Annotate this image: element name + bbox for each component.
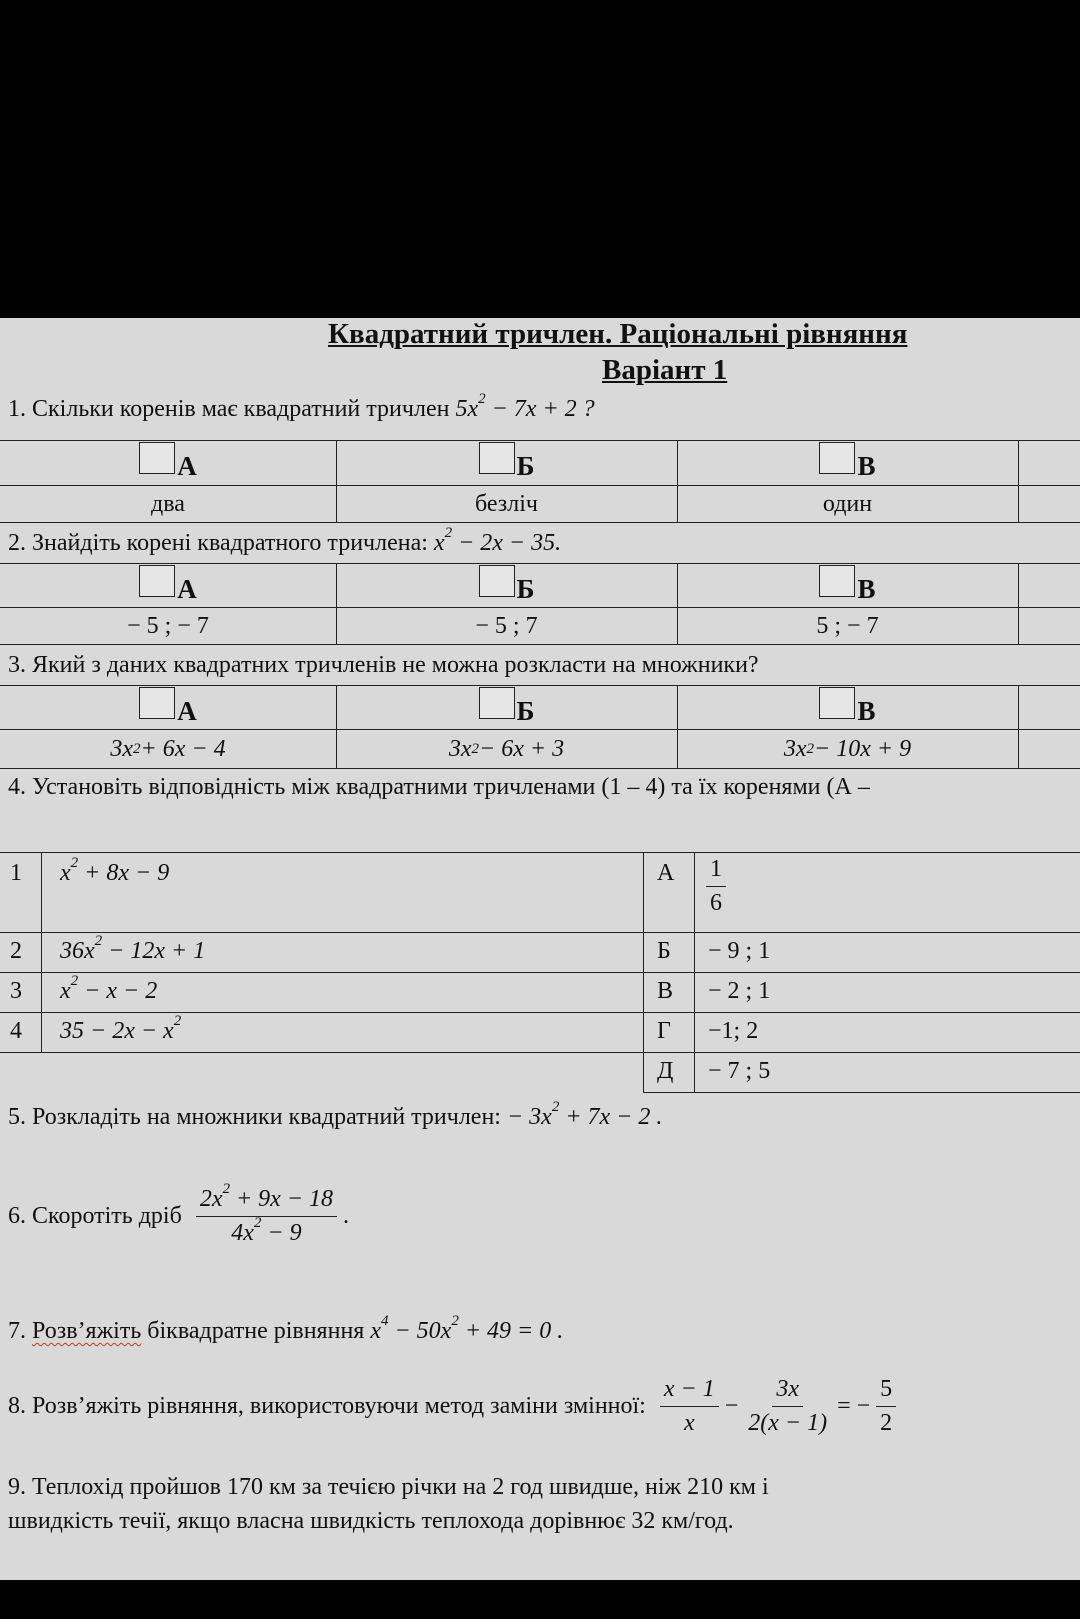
option-2b[interactable]: Б [336, 563, 677, 607]
question-9-line-2: швидкість течії, якщо власна швидкість теплохода дорівнює 32 км/год. [8, 1508, 734, 1534]
question-1-expr: $5x^2 - 7x + 2$ ? [455, 391, 595, 422]
question-1-text: 1. Скільки коренів має квадратний тричлен [8, 396, 450, 422]
question-3-options-row [0, 685, 1080, 729]
question-3: 3. Який з даних квадратних тричленів не можна розкласти на множники? [8, 652, 759, 678]
question-2-options-row [0, 563, 1080, 607]
match-left-2-number: 2 [10, 938, 22, 964]
checkbox[interactable] [139, 687, 175, 719]
question-2-answers-row [0, 608, 1080, 644]
answer-1c: один [822, 490, 873, 517]
match-right-d-value: −1; 2 [708, 1018, 759, 1044]
question-1-options-row [0, 440, 1080, 484]
question-8: 8. Розв’яжіть рівняння, використовуючи метод заміни змінної: $\frac{x - 1}{x}$ − $\frac{3x}{2(x - 1)}$ = − $\frac{5}{2}$ [8, 1376, 896, 1437]
fraction: $\frac{2x^2 + 9x - 18}{4x^2 - 9}$ [196, 1186, 337, 1247]
match-right-d-letter: Г [657, 1018, 671, 1044]
option-3a[interactable]: А [0, 685, 336, 729]
question-1 [8, 391, 595, 423]
question-7: 7. Розв’яжіть біквадратне рівняння $x^4 - 50x^2 + 49 = 0$ . [8, 1313, 564, 1344]
match-right-b-letter: Б [657, 938, 671, 964]
checkbox[interactable] [479, 687, 515, 719]
question-2 [8, 525, 562, 557]
option-3b[interactable]: Б [336, 685, 677, 729]
match-right-b-value: − 9 ; 1 [708, 938, 771, 964]
question-9-line-1: 9. Теплохід пройшов 170 км за течією річки на 2 год швидше, ніж 210 км і [8, 1474, 769, 1500]
answer-3a: 3x 2 + 6x − 4 [110, 735, 226, 762]
option-1c[interactable]: В [677, 440, 1018, 484]
match-left-4-number: 4 [10, 1018, 22, 1044]
question-5: 5. Розкладіть на множники квадратний тричлен: − $3x^2 + 7x - 2$ . [8, 1099, 663, 1130]
worksheet-title: Квадратний тричлен. Раціональні рівняння [328, 318, 908, 350]
question-1-answers-row [0, 486, 1080, 522]
match-right-c-letter: В [657, 978, 674, 1004]
match-right-a-letter: А [657, 860, 675, 886]
match-right-e-letter: Д [657, 1058, 674, 1084]
question-2-expr: $x^2 - 2x - 35$. [433, 525, 562, 556]
match-left-3-number: 3 [10, 978, 22, 1004]
option-1a[interactable]: А [0, 440, 336, 484]
checkbox[interactable] [479, 565, 515, 597]
match-left-3-expr: $x^2 - x - 2$ [60, 973, 158, 1004]
answer-3b: 3x 2 − 6x + 3 [448, 735, 565, 762]
answer-2b: − 5 ; 7 [475, 612, 538, 639]
checkbox[interactable] [139, 565, 175, 597]
match-left-4-expr: $35 - 2x - x^2$ [60, 1013, 182, 1044]
checkbox[interactable] [479, 442, 515, 474]
match-left-1-number: 1 [10, 860, 22, 886]
answer-2c: 5 ; − 7 [816, 612, 879, 639]
question-6: 6. Скоротіть дріб $\frac{2x^2 + 9x - 18}{4x^2 - 9}$ . [8, 1181, 350, 1246]
option-3c[interactable]: В [677, 685, 1018, 729]
checkbox[interactable] [819, 442, 855, 474]
match-right-a-value: $\frac{1}{6}$ [706, 856, 726, 917]
match-left-2-expr: $36x^2 - 12x + 1$ [60, 933, 206, 964]
checkbox[interactable] [819, 565, 855, 597]
match-left-1-expr: $x^2 + 8x - 9$ [60, 855, 170, 886]
match-right-e-value: − 7 ; 5 [708, 1058, 771, 1084]
option-2c[interactable]: В [677, 563, 1018, 607]
match-right-c-value: − 2 ; 1 [708, 978, 771, 1004]
option-1b[interactable]: Б [336, 440, 677, 484]
variant-label: Варіант 1 [602, 354, 728, 386]
checkbox[interactable] [139, 442, 175, 474]
answer-1a: два [151, 490, 185, 517]
checkbox[interactable] [819, 687, 855, 719]
answer-2a: − 5 ; − 7 [127, 612, 209, 639]
answer-3c: 3x 2 − 10x + 9 [783, 735, 912, 762]
question-4: 4. Установіть відповідність між квадратними тричленами (1 – 4) та їх коренями (А – [8, 774, 870, 800]
question-2-text: 2. Знайдіть корені квадратного тричлена: [8, 530, 428, 556]
option-2a[interactable]: А [0, 563, 336, 607]
question-3-answers-row [0, 730, 1080, 768]
answer-1b: безліч [474, 490, 539, 517]
worksheet [0, 318, 1080, 1580]
